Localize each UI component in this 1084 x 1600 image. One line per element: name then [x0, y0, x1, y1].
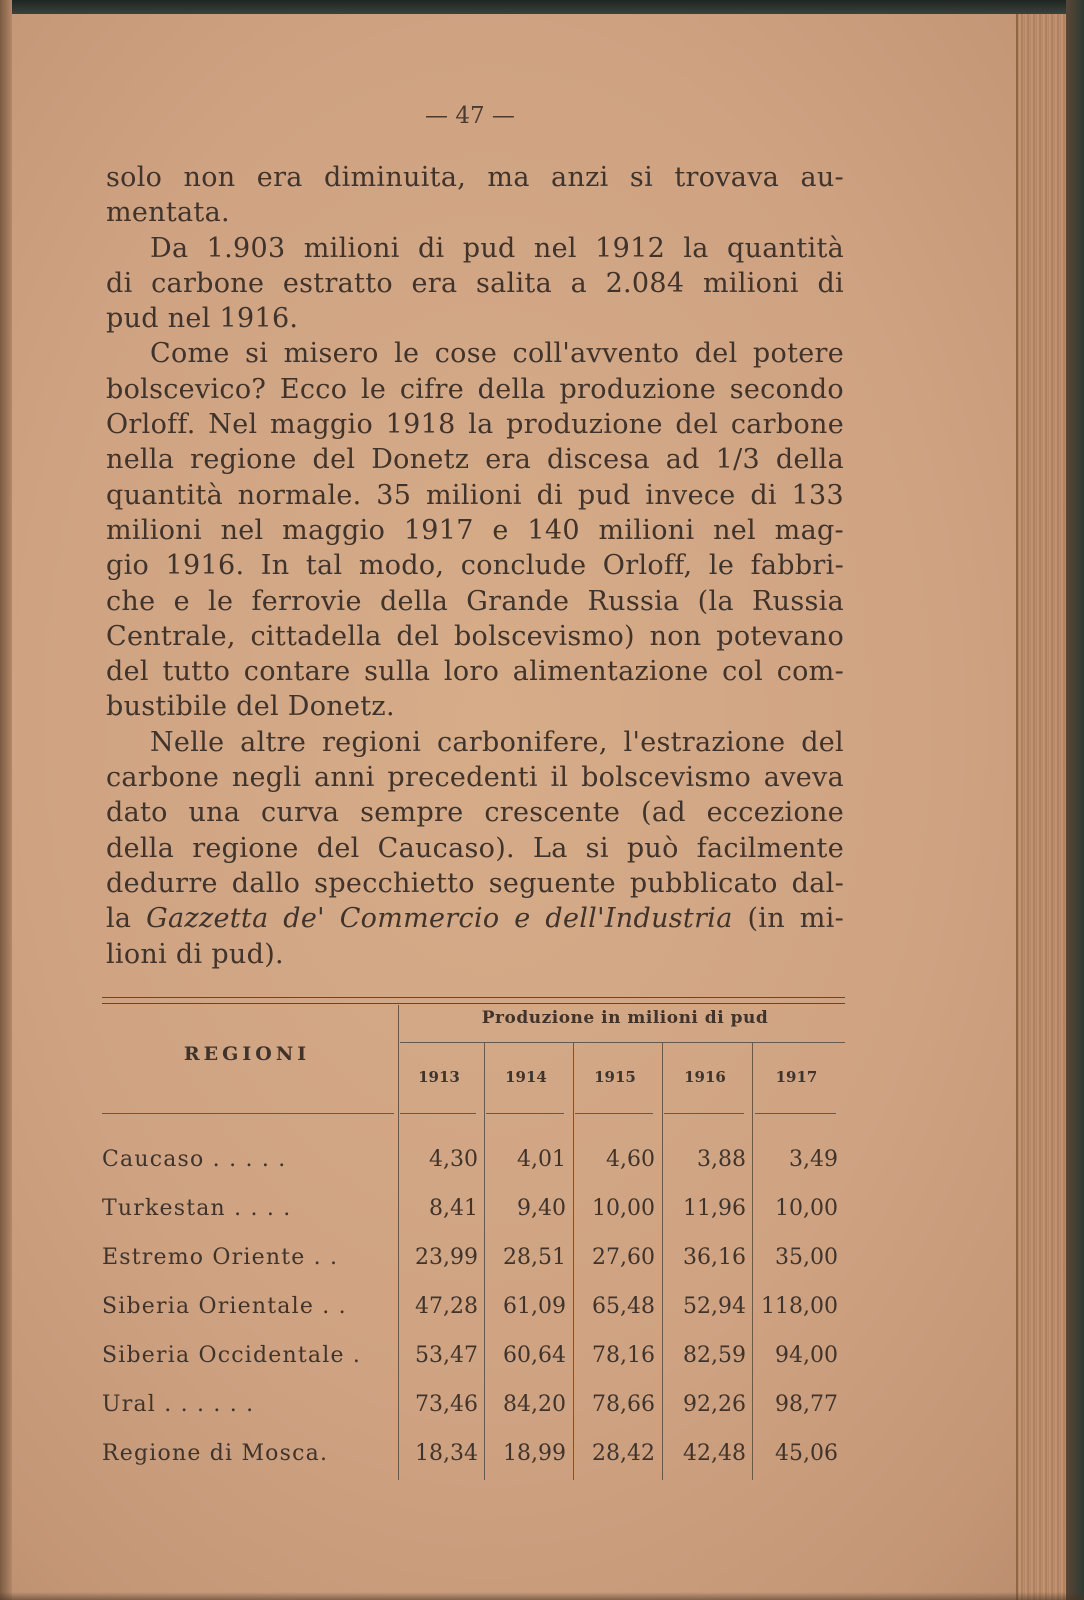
- table-year-rule: [486, 1113, 564, 1114]
- year-header: 1914: [505, 1068, 547, 1086]
- value-cell: 61,09: [503, 1294, 566, 1319]
- year-header: 1917: [775, 1068, 818, 1086]
- table-year-rule: [755, 1113, 836, 1114]
- value-cell: 65,48: [592, 1294, 655, 1319]
- text-line: lioni di pud).: [106, 938, 284, 970]
- text-line: Orloff. Nel maggio 1918 la produzione del carbone: [106, 409, 844, 441]
- text-line: gio 1916. In tal modo, conclude Orloff, le fabbri-: [106, 550, 844, 582]
- value-cell: 27,60: [592, 1245, 655, 1270]
- value-cell: 10,00: [592, 1196, 655, 1221]
- value-cell: 98,77: [775, 1392, 838, 1417]
- value-cell: 10,00: [775, 1196, 838, 1221]
- value-cell: 92,26: [683, 1392, 746, 1417]
- text-line: quantità normale. 35 milioni di pud invece di 133: [106, 479, 844, 511]
- text-line: bolscevico? Ecco le cifre della produzione secondo: [106, 373, 844, 405]
- region-label: Siberia Occidentale .: [102, 1343, 362, 1368]
- text-line: Da 1.903 milioni di pud nel 1912 la quantità: [150, 232, 844, 264]
- text-line: Centrale, cittadella del bolscevismo) non potevano: [106, 620, 844, 652]
- value-cell: 73,46: [415, 1392, 478, 1417]
- text-line: carbone negli anni precedenti il bolscevismo aveva: [106, 762, 844, 794]
- text-line: [106, 901, 844, 936]
- binding-edge: [1066, 0, 1084, 1600]
- bottom-shadow: [0, 1592, 1084, 1600]
- body-text: [106, 160, 844, 972]
- value-cell: 18,99: [503, 1441, 566, 1466]
- table-top-rule: [102, 997, 845, 1004]
- value-cell: 36,16: [683, 1245, 746, 1270]
- value-cell: 60,64: [503, 1343, 566, 1368]
- value-cell: 4,60: [606, 1147, 655, 1172]
- value-cell: 35,00: [775, 1245, 838, 1270]
- year-header: 1915: [594, 1068, 636, 1086]
- text-segment: (in mi-: [732, 903, 844, 935]
- table-region-rule: [102, 1113, 394, 1114]
- region-label: Siberia Orientale . .: [102, 1294, 347, 1319]
- value-cell: 4,01: [517, 1147, 566, 1172]
- value-cell: 4,30: [429, 1147, 478, 1172]
- value-cell: 11,96: [683, 1196, 746, 1221]
- region-label: Estremo Oriente . .: [102, 1245, 339, 1270]
- value-cell: 3,88: [697, 1147, 746, 1172]
- text-line: Nelle altre regioni carbonifere, l'estrazione del: [150, 726, 844, 758]
- table-year-rule: [400, 1113, 476, 1114]
- header-production: Produzione in milioni di pud: [481, 1008, 769, 1028]
- text-line: del tutto contare sulla loro alimentazione col com-: [106, 656, 844, 688]
- value-cell: 78,66: [592, 1392, 655, 1417]
- value-cell: 8,41: [429, 1196, 478, 1221]
- table-year-rule: [575, 1113, 653, 1114]
- value-cell: 82,59: [683, 1343, 746, 1368]
- region-label: Turkestan . . . .: [102, 1196, 292, 1221]
- table-column-divider: [573, 1042, 574, 1480]
- value-cell: 9,40: [517, 1196, 566, 1221]
- year-header: 1916: [684, 1068, 726, 1086]
- table-header-rule: [400, 1042, 845, 1043]
- table-column-divider: [484, 1042, 485, 1480]
- header-regioni: REGIONI: [183, 1043, 311, 1065]
- value-cell: 118,00: [761, 1294, 838, 1319]
- table-column-divider: [752, 1042, 753, 1480]
- text-line: milioni nel maggio 1917 e 140 milioni nel mag-: [106, 514, 844, 546]
- text-line: dedurre dallo specchietto seguente pubblicato dal-: [106, 867, 844, 899]
- table-year-rule: [664, 1113, 744, 1114]
- value-cell: 84,20: [503, 1392, 566, 1417]
- periodical-title: Gazzetta de' Commercio e dell'Industria: [146, 903, 733, 935]
- value-cell: 28,51: [503, 1245, 566, 1270]
- text-line: dato una curva sempre crescente (ad eccezione: [106, 797, 844, 829]
- value-cell: 18,34: [415, 1441, 478, 1466]
- text-line: bustibile del Donetz.: [106, 691, 395, 723]
- value-cell: 42,48: [683, 1441, 746, 1466]
- value-cell: 53,47: [415, 1343, 478, 1368]
- page-number: — 47 —: [425, 103, 515, 129]
- value-cell: 47,28: [415, 1294, 478, 1319]
- cover-edge: [0, 0, 1084, 14]
- region-label: Caucaso . . . . .: [102, 1147, 287, 1172]
- year-header: 1913: [418, 1068, 460, 1086]
- value-cell: 52,94: [683, 1294, 746, 1319]
- page-left-edge: [0, 0, 12, 1600]
- text-line: della regione del Caucaso). La si può facilmente: [106, 832, 844, 864]
- text-line: mentata.: [106, 197, 230, 229]
- text-line: pud nel 1916.: [106, 303, 299, 335]
- region-label: Ural . . . . . .: [102, 1392, 255, 1417]
- value-cell: 28,42: [592, 1441, 655, 1466]
- text-line: nella regione del Donetz era discesa ad 1/3 della: [106, 444, 844, 476]
- table-column-divider: [662, 1042, 663, 1480]
- text-line: di carbone estratto era salita a 2.084 milioni di: [106, 267, 844, 299]
- value-cell: 94,00: [775, 1343, 838, 1368]
- value-cell: 45,06: [775, 1441, 838, 1466]
- value-cell: 78,16: [592, 1343, 655, 1368]
- text-line: che e le ferrovie della Grande Russia (la Russia: [106, 585, 844, 617]
- value-cell: 23,99: [415, 1245, 478, 1270]
- region-label: Regione di Mosca.: [102, 1441, 329, 1466]
- value-cell: 3,49: [789, 1147, 838, 1172]
- text-segment: la: [106, 903, 147, 935]
- text-line: Come si misero le cose coll'avvento del potere: [150, 338, 844, 370]
- text-line: solo non era diminuita, ma anzi si trovava au-: [106, 162, 844, 193]
